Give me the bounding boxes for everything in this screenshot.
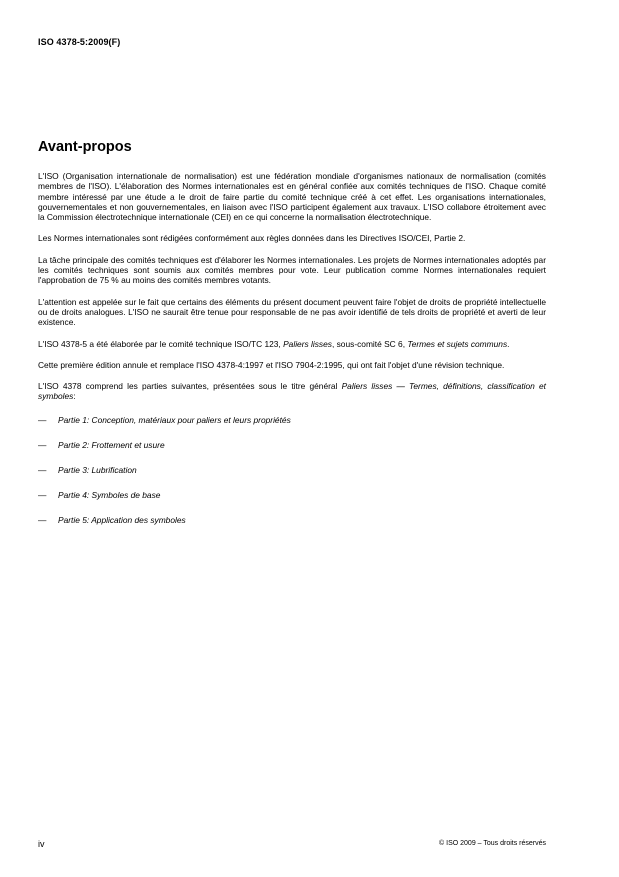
- document-identifier: ISO 4378-5:2009(F): [38, 37, 121, 47]
- list-item: [38, 515, 546, 540]
- foreword-body: [38, 171, 546, 540]
- prepared-by-committee-title: Paliers lisses: [283, 338, 332, 349]
- paragraph-parts-intro: [38, 381, 546, 402]
- dash-bullet: —: [38, 464, 47, 475]
- parts-intro-text-c: :: [73, 391, 76, 402]
- paragraph-technical-committees: La tâche principale des comités techniques est d'élaborer les Normes internationales. Les projets de Normes internationales adoptés par les comités techniques sont soumis aux comités membres pour vote. Leur publication comme Normes internationales requiert l'approbation de 75 % au moins des comités membres votants.: [38, 254, 546, 286]
- paragraph-edition: Cette première édition annule et remplace l'ISO 4378-4:1997 et l'ISO 7904-2:1995, qui ont fait l'objet d'une révision technique.: [38, 359, 505, 370]
- prepared-by-text-a: L'ISO 4378-5 a été élaborée par le comité technique ISO/TC 123,: [38, 338, 284, 349]
- list-item: [38, 490, 546, 515]
- list-item-label: Partie 5: Application des symboles: [58, 514, 186, 525]
- list-item-label: Partie 2: Frottement et usure: [58, 439, 165, 450]
- page-number: iv: [38, 839, 45, 849]
- list-item-label: Partie 1: Conception, matériaux pour paliers et leurs propriétés: [58, 414, 291, 425]
- dash-bullet: —: [38, 414, 47, 425]
- parts-list: [38, 415, 546, 540]
- list-item: [38, 415, 546, 440]
- dash-bullet: —: [38, 439, 47, 450]
- list-item-label: Partie 4: Symboles de base: [58, 489, 161, 500]
- paragraph-prepared-by: [38, 339, 546, 349]
- prepared-by-text-e: .: [507, 338, 510, 349]
- dash-bullet: —: [38, 514, 47, 525]
- list-item: [38, 465, 546, 490]
- prepared-by-text-c: , sous-comité SC 6,: [331, 338, 408, 349]
- page-title: Avant-propos: [38, 139, 132, 155]
- list-item-label: Partie 3: Lubrification: [58, 464, 137, 475]
- parts-intro-text-a: L'ISO 4378 comprend les parties suivantes, présentées sous le titre général: [38, 381, 342, 392]
- paragraph-directives: Les Normes internationales sont rédigées conformément aux règles données dans les Directives ISO/CEI, Partie 2.: [38, 233, 466, 244]
- parts-general-title: Paliers lisses — Termes, définitions, classification et symboles: [38, 381, 547, 402]
- copyright-notice: © ISO 2009 – Tous droits réservés: [439, 840, 546, 847]
- paragraph-patent-rights: L'attention est appelée sur le fait que certains des éléments du présent document peuvent faire l'objet de droits de propriété intellectuelle ou de droits analogues. L'ISO ne saurait être tenue pour responsable de ne pas avoir identifié de tels droits de propriété et averti de leur existence.: [38, 296, 546, 328]
- paragraph-iso-organisation: L'ISO (Organisation internationale de normalisation) est une fédération mondiale d'organismes nationaux de normalisation (comités membres de l'ISO). L'élaboration des Normes internationales est en général confiée aux comités techniques de l'ISO. Chaque comité membre intéressé par une étude a le droit de faire partie du comité technique créé à cet effet. Les organisations internationales, gouvernementales et non gouvernementales, en liaison avec l'ISO participent également aux travaux. L'ISO collabore étroitement avec la Commission électrotechnique internationale (CEI) en ce qui concerne la normalisation électrotechnique.: [38, 171, 546, 223]
- prepared-by-subcommittee-title: Termes et sujets communs: [407, 338, 508, 349]
- list-item: [38, 440, 546, 465]
- dash-bullet: —: [38, 489, 47, 500]
